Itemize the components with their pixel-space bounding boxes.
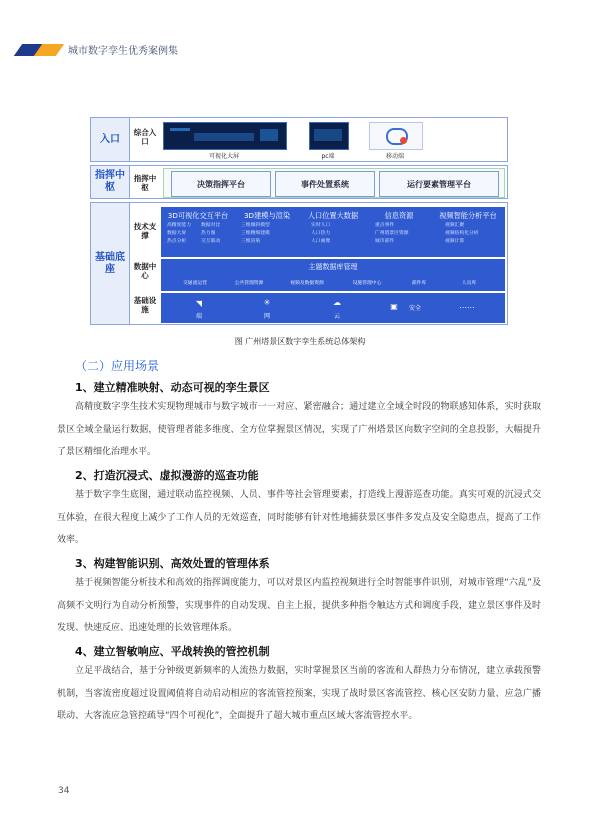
infra-item: 网: [263, 313, 270, 320]
module-info-resources: 信息资源: [384, 211, 414, 220]
tech-support-panel: [161, 207, 505, 257]
security-icon: ▣: [390, 302, 398, 311]
module-item: 高精度能力: [167, 223, 191, 228]
module-item: 视频计算: [445, 239, 465, 245]
module-3d-visual-items-2: [201, 222, 235, 246]
pc-image: [309, 122, 349, 150]
notification-dot-icon: [400, 137, 407, 144]
module-item: 视频结构化分析: [445, 231, 479, 237]
db-item: 视频及数据资源: [290, 281, 324, 286]
mobile-image: [369, 122, 423, 150]
data-sublabel: 数据中心: [133, 262, 157, 280]
hub-row: [90, 165, 508, 199]
figure-caption: 图 广州塔景区数字孪生系统总体架构: [234, 337, 366, 346]
module-population: 人口位置大数据: [307, 211, 359, 220]
entry-row: [90, 117, 508, 162]
module-item: 三维倾斜模型: [241, 223, 270, 228]
infra-more: ......: [459, 301, 475, 310]
module-item: 人口画像: [311, 239, 331, 245]
data-center-panel: [161, 259, 505, 291]
item-heading: 1、建立精准映射、动态可视的孪生景区: [75, 381, 270, 394]
module-item: 重点事件: [375, 223, 395, 228]
module-item: 视频汇聚: [445, 223, 465, 228]
module-item: 热点分析: [167, 239, 187, 245]
big-screen-image: [163, 122, 287, 150]
module-3d-modeling-items: [241, 222, 299, 246]
infrastructure-panel: [161, 293, 505, 323]
db-item: 部件库: [411, 281, 427, 286]
module-item: 广州塔景区资源: [375, 231, 409, 237]
entry-sublabel: 综合入口: [133, 128, 157, 146]
page-number: 34: [58, 786, 70, 796]
module-item: 交互联动: [201, 239, 221, 245]
module-item: 城市部件: [375, 239, 395, 245]
platform-event: 事件处置系统: [275, 171, 375, 197]
module-video-ai: 视频智能分析平台: [439, 211, 497, 220]
module-item: 三维渲染: [241, 239, 261, 245]
tech-sublabel: 技术支撑: [133, 222, 157, 240]
db-item: 公共管理资源: [234, 281, 264, 286]
hub-sublabel: 指挥中枢: [133, 174, 157, 192]
item-body: 基于数字孪生底图，通过联动监控视频、人员、事件等社会管理要素，打造线上漫游巡查功能。真实可观的沉浸式交互体验，在很大程度上减少了工作人员的无效巡查，同时能够有针对性地捕获景区事件多发点及安全隐患点，提高了工作效率。: [57, 490, 541, 545]
db-item: 人员库: [461, 281, 477, 286]
infra-item: 端: [195, 313, 202, 320]
module-3d-visual-items: [167, 222, 201, 246]
architecture-diagram: [90, 117, 508, 327]
db-item: 交通流运营: [183, 281, 207, 286]
infra-sublabel: 基础设施: [133, 296, 157, 314]
network-icon: ✳: [263, 298, 271, 307]
base-row: [90, 202, 508, 325]
item-body: 基于视频智能分析技术和高效的指挥调度能力，可以对景区内监控视频进行全时智能事件识别，对城市管理“六乱”及高频不文明行为自动分析预警，实现事件的自动发现、自主上报，提供多种指令触达方式和调度手段，建立景区事件及时发现、快速反应、迅速处理的长效管理体系。: [57, 578, 541, 633]
item-heading: 4、建立智敏响应、平战转换的管控机制: [75, 645, 270, 658]
hub-row-label: 指挥中枢: [91, 166, 130, 198]
module-item: 三维精细建模: [241, 231, 270, 237]
item-heading: 2、打造沉浸式、虚拟漫游的巡查功能: [75, 469, 259, 482]
module-item: 人口热力: [311, 231, 331, 237]
module-population-items: [311, 222, 361, 246]
item-body: 高精度数字孪生技术实现物理城市与数字城市一一对应、紧密融合；通过建立全域全时段的物联感知体系，实时获取景区全域全量运行数据，使管理者能多维度、全方位掌握景区情况，实现了广州塔景区向数字空间的全息投影，大幅提升了景区精细化治理水平。: [57, 402, 541, 457]
platform-operation: 运行要素管理平台: [379, 171, 499, 197]
module-item: 热力图: [201, 231, 216, 237]
module-info-resources-items: [375, 222, 431, 246]
platform-decision: 决策指挥平台: [171, 171, 271, 197]
data-center-title: 主题数据库管理: [308, 263, 358, 271]
pc-caption: pc端: [321, 153, 335, 160]
entry-row-label: 入口: [91, 118, 130, 161]
running-header: 城市数字孪生优秀案例集: [68, 46, 178, 57]
mobile-caption: 移动端: [385, 153, 404, 160]
terminal-icon: ◥: [195, 299, 203, 308]
base-row-label: 基础底座: [91, 203, 130, 324]
infra-item: 云: [333, 313, 340, 320]
module-3d-visual: 3D可视化交互平台: [167, 211, 229, 220]
cloud-icon: ☁: [333, 298, 341, 307]
module-item: 数据对比: [201, 223, 221, 228]
module-item: 数据大屏: [167, 231, 187, 237]
module-item: 实时人口: [311, 223, 331, 228]
module-3d-modeling: 3D建模与渲染: [243, 211, 291, 220]
item-heading: 3、构建智能识别、高效处置的管理体系: [75, 557, 270, 570]
big-screen-caption: 可视化大屏: [208, 153, 239, 160]
db-item: 设施管理中心: [352, 281, 382, 286]
infra-item: 安全: [408, 305, 421, 312]
item-body: 立足平战结合，基于分钟级更新频率的人流热力数据，实时掌握景区当前的客流和人群热力分布情况，建立承载预警机制，当客流密度超过设置阈值将自动启动相应的客流管控预案，实现了战时景区客流管控、核心区安防力量、应急广播联动、大客流应急管控疏导“四个可视化”，全面提升了超大城市重点区域大客流管控水平。: [57, 666, 541, 721]
module-video-ai-items: [445, 222, 503, 246]
section-title: （二）应用场景: [75, 359, 160, 373]
